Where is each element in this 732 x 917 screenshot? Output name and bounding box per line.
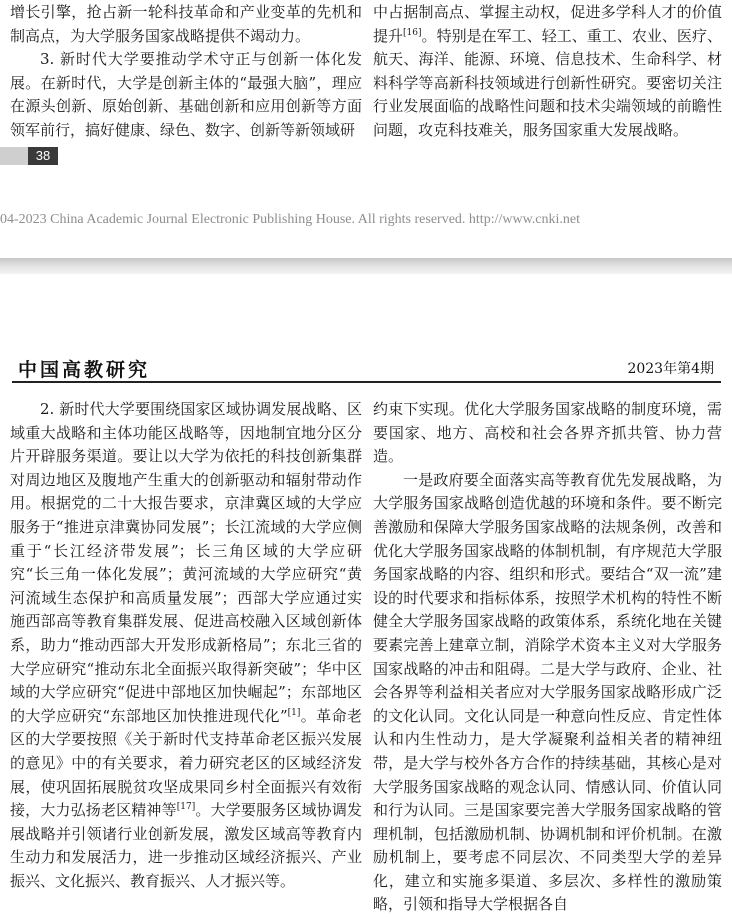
previous-page-fragment bbox=[0, 0, 732, 258]
citation-ref[interactable]: [1] bbox=[287, 707, 301, 718]
page-number: 38 bbox=[28, 147, 58, 165]
paragraph bbox=[373, 1, 722, 143]
issue-number: 2023年第4期 bbox=[627, 361, 714, 377]
paragraph-text: 2. 新时代大学要围绕国家区域协调发展战略、区域重大战略和主体功能区战略等，因地制宜地分区分片开辟服务渠道。要让以大学为依托的科技创新集群对周边地区及腹地产生重大的创新驱动和辐射带动作用。根据党的二十大报告要求，京津冀区域的大学应服务于“推进京津冀协同发展”；长江流域的大学应侧重于“长江经济带发展”；长三角区域的大学应研究“长三角一体化发展”；黄河流域的大学应研究“黄河流域生态保护和高质量发展”；西部大学应通过实施西部高等教育集群发展、促进高校融入区域创新体系，助力“推动西部大开发形成新格局”；东北三省的大学应研究“推动东北全面振兴取得新突破”；华中区域的大学应研究“促进中部地区加快崛起”；东部地区的大学应研究“东部地区加快推进现代化” bbox=[10, 400, 362, 725]
paragraph: 约束下实现。优化大学服务国家战略的制度环境，需要国家、地方、高校和社会各界齐抓共管、协力营造。 bbox=[373, 400, 722, 466]
paragraph-text: 。大学要服务区域协调发展战略并引领诸行业创新发展，激发区域高等教育内生动力和发展活力，进一步推动区域经济振兴、产业振兴、文化振兴、教育振兴、人才振兴等。 bbox=[10, 801, 362, 890]
paragraph: 一是政府要全面落实高等教育优先发展战略，为大学服务国家战略创造优越的环境和条件。要不断完善激励和保障大学服务国家战略的法规条例，改善和优化大学服务国家战略的体制机制，有序规范大学服务国家战略的内容、组织和形式。要结合“双一流”建设的时代要求和指标体系，按照学术机构的特性不断健全大学服务国家战略的政策体系，系统化地在关键要素完善上建章立制，消除学术资本主义对大学服务国家战略的冲击和阻碍。二是大学与政府、企业、社会各界等利益相关者应对大学服务国家战略形成广泛的文化认同。文化认同是一种意向性反应、肯定性体认和内生性动力，是大学凝聚利益相关者的精神纽带，是大学与校外各方合作的持续基础，其核心是对大学服务国家战略的观念认同、情感认同、价值认同和行为认同。三是国家要完善大学服务国家战略的管理机制，包括激励机制、协调机制和评价机制。在激励机制上，要考虑不同层次、不同类型大学的差异化，建立和实施多渠道、多层次、多样性的激励策略，引领和指导大学根据各自 bbox=[373, 470, 722, 914]
paragraph: 3. 新时代大学要推动学术守正与创新一体化发展。在新时代，大学是创新主体的“最强大脑”，理应在源头创新、原始创新、基础创新和应用创新等方面领军前行，搞好健康、绿色、数字、创新等新领域研 bbox=[10, 50, 362, 139]
copyright-footer: 04-2023 China Academic Journal Electronic Publishing House. All rights reserved. http://www.cnki.net bbox=[0, 212, 580, 227]
page-separator bbox=[0, 258, 732, 274]
paragraph: 增长引擎，抢占新一轮科技革命和产业变革的先机和制高点，为大学服务国家战略提供不竭动力。 bbox=[10, 3, 362, 45]
paragraph-text: 中占据制高点、掌握主动权，促进多学科人才的价值提升 bbox=[373, 3, 722, 45]
paragraph bbox=[10, 398, 362, 893]
journal-title: 中国高教研究 bbox=[18, 359, 151, 381]
paragraph-text: 。革命老区的大学要按照《关于新时代支持革命老区振兴发展的意见》中的有关要求，着力研究老区的区域经济发展，使巩固拓展脱贫攻坚成果同乡村全面振兴有效衔接，大力弘扬老区精神等 bbox=[10, 706, 362, 820]
citation-ref[interactable]: [17] bbox=[176, 802, 196, 813]
header-rule bbox=[12, 381, 721, 383]
right-column bbox=[373, 398, 722, 917]
left-column bbox=[10, 398, 362, 893]
citation-ref[interactable]: [16] bbox=[403, 27, 422, 38]
page-number-bar bbox=[0, 147, 28, 165]
top-left-column bbox=[10, 1, 362, 143]
top-right-column bbox=[373, 1, 722, 143]
current-page bbox=[0, 274, 732, 914]
paragraph-text: 。特别是在军工、轻工、重工、农业、医疗、航天、海洋、能源、环境、信息技术、生命科学、材料科学等高新科技领域进行创新性研究。要密切关注行业发展面临的战略性问题和技术尖端领域的前瞻性问题，攻克科技难关，服务国家重大发展战略。 bbox=[373, 26, 722, 139]
